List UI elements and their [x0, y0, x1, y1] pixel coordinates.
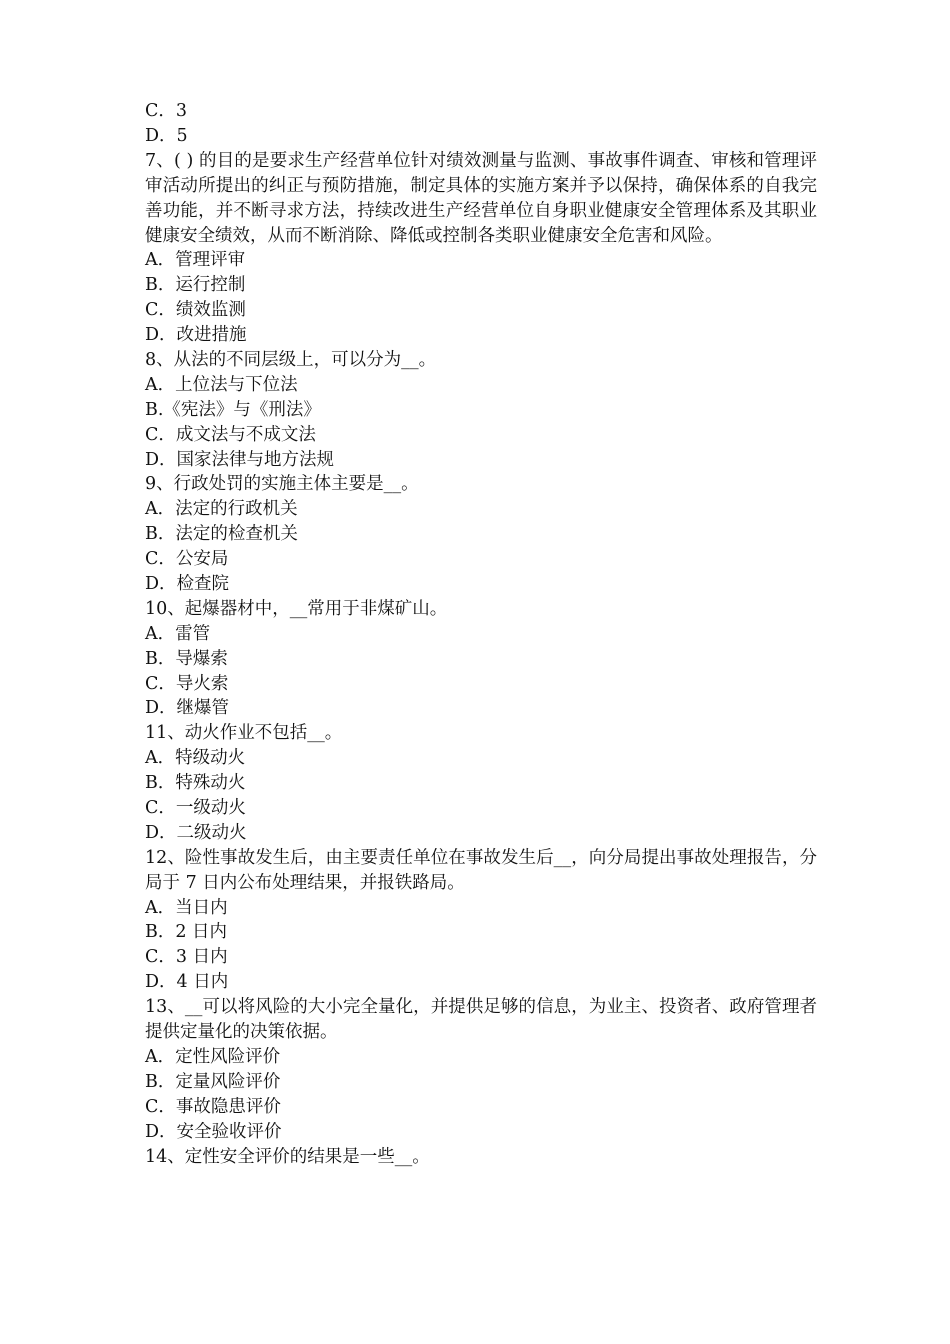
option-line: A．特级动火 [145, 748, 246, 769]
option-line: D．4 日内 [145, 972, 229, 993]
option-line: B.《宪法》与《刑法》 [145, 399, 321, 420]
option-line: C．绩效监测 [145, 300, 246, 321]
option-line: C．成文法与不成文法 [145, 424, 316, 445]
option-line: A．当日内 [145, 897, 228, 918]
option-line: C．3 [145, 101, 188, 121]
question-stem: 9、行政处罚的实施主体主要是__。 [145, 474, 419, 495]
option-line: D．二级动火 [145, 822, 247, 843]
option-line: D．5 [145, 125, 188, 146]
option-line: D．国家法律与地方法规 [145, 449, 335, 470]
option-line: B．2 日内 [145, 922, 228, 943]
option-line: A．定性风险评价 [145, 1046, 281, 1067]
option-line: D．检查院 [145, 573, 230, 594]
option-line: B．特殊动火 [145, 773, 246, 794]
question-stem: 11、动火作业不包括__。 [145, 723, 343, 744]
option-line: D．继爆管 [145, 698, 230, 719]
question-stem: 13、__可以将风险的大小完全量化，并提供足够的信息，为业主、投资者、政府管理者提供定量化的决策依据。 [145, 997, 817, 1043]
option-line: B．法定的检查机关 [145, 524, 298, 545]
option-line: C．一级动火 [145, 798, 246, 818]
question-stem: 12、险性事故发生后，由主要责任单位在事故发生后__，向分局提出事故处理报告，分局于 7 日内公布处理结果，并报铁路局。 [145, 847, 817, 893]
option-line: A．雷管 [145, 623, 211, 644]
option-line: B．运行控制 [145, 275, 246, 296]
option-line: B．定量风险评价 [145, 1071, 281, 1092]
option-line: A．管理评审 [145, 250, 246, 271]
question-list [145, 99, 817, 1169]
question-stem: 8、从法的不同层级上，可以分为__。 [145, 349, 437, 370]
option-line: D．安全验收评价 [145, 1121, 282, 1142]
option-line: A．法定的行政机关 [145, 499, 298, 520]
question-stem: 7、( ) 的目的是要求生产经营单位针对绩效测量与监测、事故事件调查、审核和管理评审活动所提出的纠正与预防措施，制定具体的实施方案并予以保持，确保体系的自我完善功能，并不断寻求方法，持续改进生产经营单位自身职业健康安全管理体系及其职业健康安全绩效，从而不断消除、降低或控制各类职业健康安全危害和风险。 [145, 150, 817, 246]
question-stem: 14、定性安全评价的结果是一些__。 [145, 1146, 430, 1167]
option-line: C．事故隐患评价 [145, 1096, 281, 1117]
question-stem: 10、起爆器材中，__常用于非煤矿山。 [145, 598, 448, 619]
option-line: C．导火索 [145, 673, 229, 694]
option-line: B．导爆索 [145, 648, 228, 669]
option-line: C．3 日内 [145, 947, 228, 968]
option-line: D．改进措施 [145, 325, 247, 346]
option-line: C．公安局 [145, 549, 229, 570]
option-line: A．上位法与下位法 [145, 374, 298, 395]
